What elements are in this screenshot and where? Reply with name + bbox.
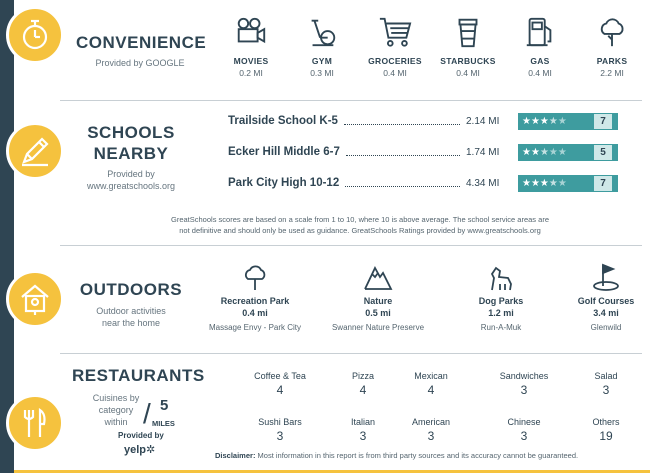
cuisine-item[interactable] [240,371,320,397]
exercise-bike-icon [305,14,339,50]
amenity-gas[interactable] [505,14,575,78]
utensils-badge [6,394,64,452]
outdoor-name: Nature [363,296,393,306]
cuisine-name: American [411,417,450,427]
greatschools-note [140,214,580,236]
section-divider [60,245,642,246]
cuisine-item[interactable] [484,371,564,397]
amenity-distance: 0.4 MI [528,68,552,78]
yelp-provided-by: Provided by [118,431,164,440]
outdoor-dog-parks[interactable] [446,262,556,332]
cuisine-item[interactable] [240,417,320,443]
outdoor-name: Dog Parks [478,296,524,306]
cuisine-item[interactable] [566,371,646,397]
section-divider [60,353,642,354]
yelp-logo [124,443,155,456]
cuisine-name: Sushi Bars [258,417,302,427]
schools-title [76,122,186,164]
cuisine-count: 3 [427,429,435,443]
amenity-distance: 0.4 MI [456,68,480,78]
cuisine-count: 3 [520,429,528,443]
amenity-movies[interactable] [216,14,286,78]
disclaimer-text: Most information in this report is from third party sources and its accuracy cannot be guaranteed. [255,451,579,460]
cuisine-count: 4 [359,383,367,397]
outdoor-name: Golf Courses [577,296,635,306]
schools-provider-link[interactable]: www.greatschools.org [86,181,176,191]
restaurants-sub-line3: within [104,417,128,427]
golf-flag-icon [591,262,621,292]
school-rating-bar [518,113,618,130]
slash-divider: / [143,398,151,429]
school-row[interactable] [228,143,618,161]
cuisine-count: 3 [602,383,610,397]
school-distance: 1.74 MI [466,146,500,158]
gas-pump-icon [523,14,557,50]
cuisine-name: Sandwiches [499,371,549,381]
cuisine-count: 3 [520,383,528,397]
restaurants-sub-line1: Cuisines by [92,393,140,403]
tree-icon [595,14,629,50]
outdoor-golf-courses[interactable] [551,262,650,332]
dotted-leader [344,117,460,125]
dotted-leader [346,148,460,156]
dotted-leader [345,179,460,187]
amenity-gym[interactable] [287,14,357,78]
amenity-starbucks[interactable] [433,14,503,78]
cuisine-name: Others [592,417,620,427]
outdoors-title: OUTDOORS [79,280,183,299]
cuisine-item[interactable] [566,417,646,443]
pencil-badge [6,122,64,180]
schools-title-line2: NEARBY [93,144,169,163]
school-score: 7 [594,114,612,129]
stopwatch-icon [18,18,52,52]
miles-number: 5 [160,397,169,414]
yelp-logo-text: yelp [124,444,147,456]
disclaimer [215,451,578,460]
cuisine-item[interactable] [391,417,471,443]
school-distance: 2.14 MI [466,115,500,127]
miles-unit: MILES [152,419,175,428]
outdoors-subtitle [76,305,186,329]
school-name: Trailside School K-5 [228,115,338,127]
convenience-provider: Provided by GOOGLE [95,58,185,68]
school-rating-bar [518,144,618,161]
restaurants-subtitle [84,392,148,428]
movie-camera-icon [234,14,268,50]
cuisine-count: 3 [276,429,284,443]
star-rating-icon: ★★★★★ [522,177,567,189]
amenity-distance: 0.4 MI [383,68,407,78]
note-line: GreatSchools scores are based on a scale from 1 to 10, where 10 is above average. The school service areas are [171,215,549,224]
convenience-title: CONVENIENCE [76,33,207,52]
cuisine-name: Italian [350,417,376,427]
cuisine-name: Chinese [507,417,541,427]
schools-title-line1: SCHOOLS [87,123,175,142]
school-distance: 4.34 MI [466,177,500,189]
birdhouse-badge [6,270,64,328]
star-rating-icon: ★★★★★ [522,146,567,158]
fork-knife-icon [18,406,52,440]
restaurants-title: RESTAURANTS [72,366,205,385]
amenity-label: MOVIES [233,56,269,66]
dog-icon [486,262,516,292]
school-name: Ecker Hill Middle 6-7 [228,146,340,158]
amenity-label: PARKS [596,56,628,66]
cuisine-count: 19 [599,429,613,443]
mountain-icon [363,262,393,292]
outdoor-place: Run-A-Muk [480,323,522,332]
birdhouse-icon [18,282,52,316]
outdoor-distance: 0.4 mi [242,308,268,318]
restaurants-sub-line2: category [98,405,134,415]
cuisine-name: Coffee & Tea [254,371,306,381]
cuisine-count: 4 [427,383,435,397]
disclaimer-label: Disclaimer: [215,451,256,460]
stopwatch-badge [6,6,64,64]
outdoor-nature[interactable] [323,262,433,332]
yelp-burst-icon: ✲ [146,444,156,456]
school-score: 5 [594,145,612,160]
outdoor-name: Recreation Park [220,296,290,306]
star-rating-icon: ★★★★★ [522,115,567,127]
coffee-cup-icon [451,14,485,50]
cuisine-item[interactable] [391,371,471,397]
tree-icon [240,262,270,292]
school-row[interactable] [228,112,618,130]
amenity-label: GYM [311,56,333,66]
amenity-label: GROCERIES [368,56,422,66]
amenity-distance: 0.3 MI [310,68,334,78]
schools-provider [76,168,186,192]
sidebar-stripe [0,0,14,473]
cuisine-item[interactable] [484,417,564,443]
note-line: not definitive and should only be used as guidance. GreatSchools Ratings provided by www.greatschools.org [179,226,541,235]
cuisine-count: 3 [359,429,367,443]
outdoor-place: Glenwild [590,323,622,332]
pencil-icon [18,134,52,168]
outdoor-distance: 0.5 mi [365,308,391,318]
section-divider [60,100,642,101]
outdoor-distance: 3.4 mi [593,308,619,318]
outdoor-recreation-park[interactable] [200,262,310,332]
outdoor-distance: 1.2 mi [488,308,514,318]
shopping-cart-icon [378,14,412,50]
outdoors-sub-line1: Outdoor activities [96,306,166,316]
outdoors-sub-line2: near the home [101,318,161,328]
amenity-groceries[interactable] [360,14,430,78]
outdoor-place: Swanner Nature Preserve [331,323,425,332]
amenity-label: GAS [530,56,550,66]
cuisine-name: Pizza [351,371,374,381]
amenity-label: STARBUCKS [440,56,496,66]
amenity-distance: 2.2 MI [600,68,624,78]
school-score: 7 [594,176,612,191]
school-row[interactable] [228,174,618,192]
cuisine-name: Mexican [414,371,448,381]
school-name: Park City High 10-12 [228,177,340,189]
amenity-parks[interactable] [577,14,647,78]
outdoor-place: Massage Envy - Park City [208,323,302,332]
school-rating-bar [518,175,618,192]
schools-provider-line1: Provided by [107,169,155,179]
cuisine-name: Salad [594,371,618,381]
cuisine-count: 4 [276,383,284,397]
amenity-distance: 0.2 MI [239,68,263,78]
